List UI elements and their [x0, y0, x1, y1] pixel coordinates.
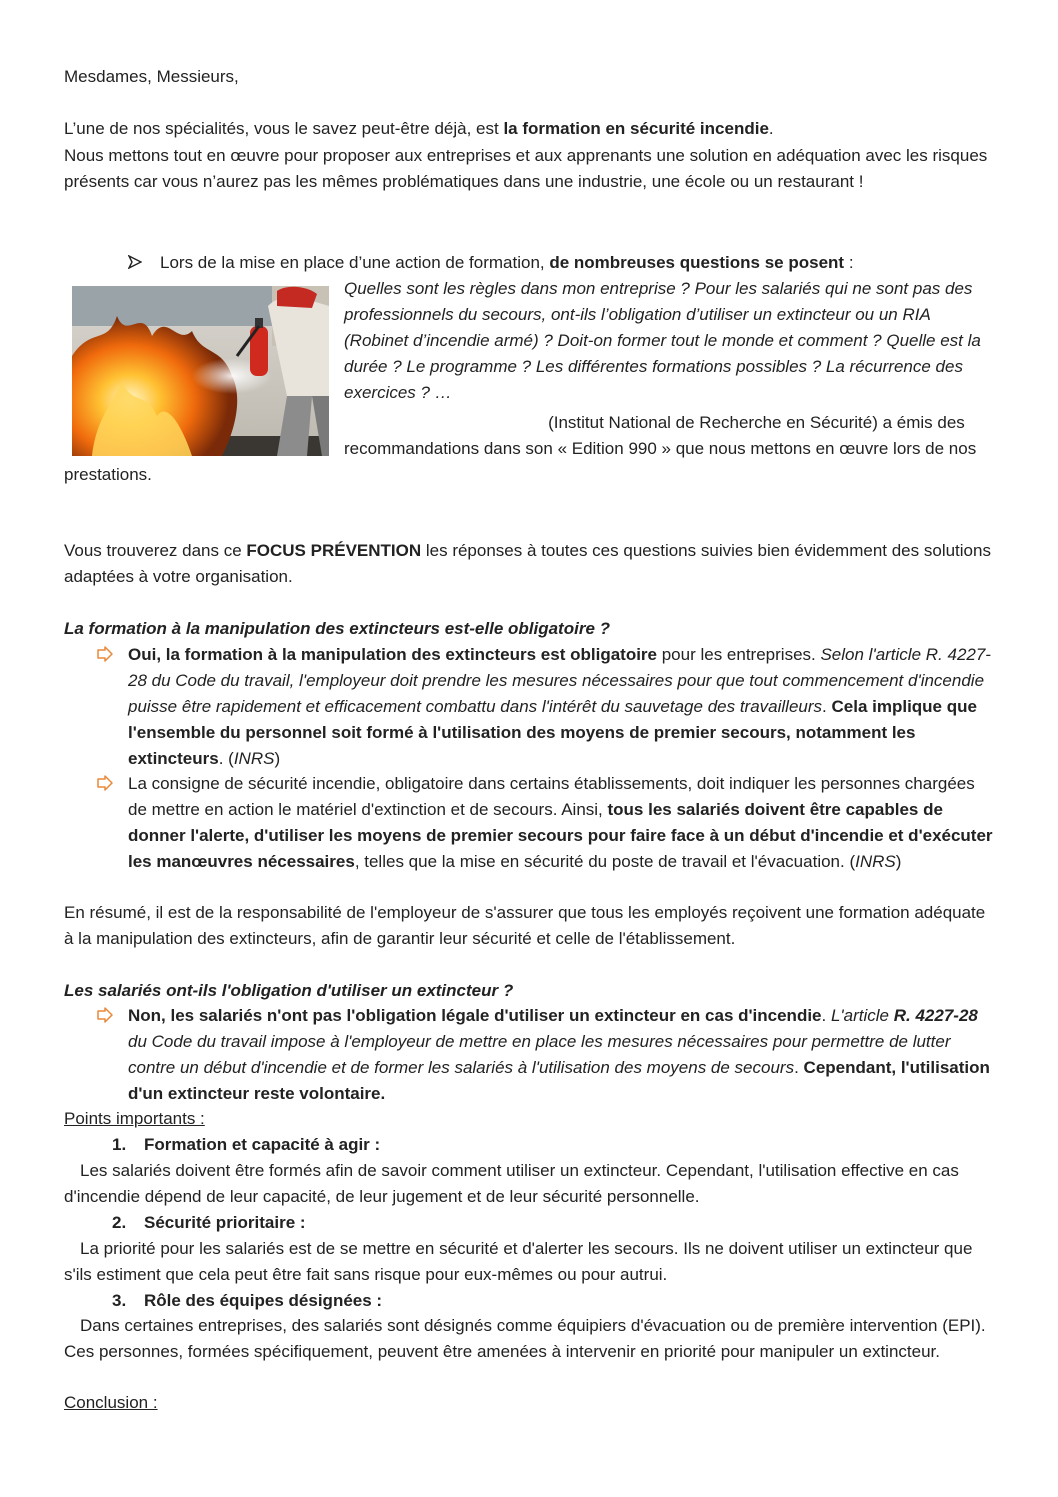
conclusion-title: Conclusion : [64, 1393, 158, 1412]
pointing-hand-bullet-icon [96, 774, 114, 792]
document-page: Mesdames, Messieurs, L’une de nos spécialités, vous le savez peut-être déjà, est la formation en sécurité incendie. Nous mettons tout en œuvre pour proposer aux entreprises et aux apprenants une solution en adéquation avec les risques présents car vous n’aurez pas les mêmes problématiques dans une industrie, une école ou un restaurant ! Lors de la mise en place d’une action de formation, de nombreuses questions se posent : Quelles sont les règles dans mon entreprise ? Pour les salariés qui ne sont pas des professionnels du secours, ont-ils l’obligation d’utiliser un extincteur ou un RIA (Robinet d’incendie armé) ? Doit-on former tout le monde et comment ? Quelle est la durée ? Le programme ? Les différentes formations possibles ? La récurrence des exercices ? … (Institut National de Recherche en Sécurité) a émis des recommandations dans son « Edition 990 » que nous mettons en œuvre lors de nos prestations. Vous trouverez dans ce FOCUS PRÉVENTION les réponses à toutes ces questions suivies bien évidemment des solutions adaptées à votre organisation. La formation à la manipulation des extincteurs est-elle obligatoire ? Oui, la formation à la manipulation des extincteurs est obligatoire pour les entreprises. Selon l'article R. 4227-28 du Code du travail, l'employeur doit prendre les mesures nécessaires pour que tout commencement d'incendie puisse être rapidement et efficacement combattu dans l'intérêt du sauvetage des travailleurs. Cela implique que l'ensemble du personnel soit formé à l'utilisation des moyens de premier secours, notamment les extincteurs. (INRS) La consigne de sécurité incendie, obligatoire dans certains établissements, doit indiquer les personnes chargées de mettre en action le matériel d'extinction et de secours. Ainsi, tous les salariés doivent être capables de donner l'alerte, d'utiliser les moyens de premier secours pour faire face à un début d'incendie et d'exécuter les manœuvres nécessaires, telles que la mise en sécurité du poste de travail et l'évacuation. (INRS) En résumé, il est de la responsabilité de l'employeur de s'assurer que tous les employés reçoivent une formation adéquate à la manipulation des extincteurs, afin de garantir leur sécurité et celle de l'établissement. Les salariés ont-ils l'obligation d'utiliser un extincteur ? Non, les salariés n'ont pas l'obligation légale d'utiliser un extincteur en cas d'incendie. L'article R. 4227-28 du Code du travail impose à l'employeur de mettre en place les mesures nécessaires pour permettre de lutter contre un début d'incendie et de former les salariés à l'utilisation des moyens de secours. Cependant, l'utilisation d'un extincteur reste volontaire. Points importants : 1. Formation et capacité à agir : Les salariés doivent être formés afin de savoir comment utiliser un extincteur. Cependant, l'utilisation effective en cas d'incendie dépend de leur capacité, de leur jugement et de leur sécurité personnelle. 2. Sécurité prioritaire : La priorité pour les salariés est de se mettre en sécurité et d'alerter les secours. Ils ne doivent utiliser un extincteur que s'ils estiment que cela peut être fait sans risque pour eux-mêmes ou pour autrui. 3. Rôle des équipes désignées : Dans certaines entreprises, des salariés sont désignés comme équipiers d'évacuation ou de première intervention (EPI). Ces personnes, formées spécifiquement, peuvent être amenées à intervenir en priorité pour manipuler un extincteur. Conclusion : [0, 0, 1058, 1497]
section1-summary: En résumé, il est de la responsabilité de l'employeur de s'assurer que tous les employés reçoivent une formation adéquate à la manipulation des extincteurs, afin de garantir leur sécurité et celle de l'établissement. [64, 903, 986, 948]
point-1-text: Les salariés doivent être formés afin de savoir comment utiliser un extincteur. Cependant, l'utilisation effective en cas d'incendie dépend de leur capacité, de leur jugement et de leur sécurité personnelle. [64, 1161, 959, 1206]
point-3-text: Dans certaines entreprises, des salariés sont désignés comme équipiers d'évacuation ou de première intervention (EPI). Ces personnes, formées spécifiquement, peuvent être amenées à intervenir en priorité pour manipuler un extincteur. [64, 1316, 986, 1361]
point-3-heading: 3. Rôle des équipes désignées : [112, 1291, 383, 1310]
point-1-heading: 1. Formation et capacité à agir : [112, 1135, 381, 1154]
intro-paragraph-1: L’une de nos spécialités, vous le savez peut-être déjà, est la formation en sécurité incendie. [64, 119, 774, 138]
focus-paragraph: Vous trouverez dans ce FOCUS PRÉVENTION les réponses à toutes ces questions suivies bien évidemment des solutions adaptées à votre organisation. [64, 541, 991, 586]
points-title: Points importants : [64, 1109, 205, 1128]
greeting: Mesdames, Messieurs, [64, 67, 239, 86]
section1-title: La formation à la manipulation des extincteurs est-elle obligatoire ? [64, 619, 611, 638]
point-2-text: La priorité pour les salariés est de se mettre en sécurité et d'alerter les secours. Ils ne doivent utiliser un extincteur que s'ils estiment que cela peut être fait sans risque pour eux-mêmes ou pour autrui. [64, 1239, 973, 1284]
intro-paragraph-2: Nous mettons tout en œuvre pour proposer aux entreprises et aux apprenants une solution en adéquation avec les risques présents car vous n’aurez pas les mêmes problématiques dans une industrie, une école ou un restaurant ! [64, 146, 988, 191]
point-2-heading: 2. Sécurité prioritaire : [112, 1213, 306, 1232]
inrs-paragraph: (Institut National de Recherche en Sécurité) a émis des recommandations dans son « Edition 990 » que nous mettons en œuvre lors de nos prestations. [64, 413, 977, 484]
questions-paragraph: Quelles sont les règles dans mon entreprise ? Pour les salariés qui ne sont pas des professionnels du secours, ont-ils l’obligation d’utiliser un extincteur ou un RIA (Robinet d’incendie armé) ? Doit-on former tout le monde et comment ? Quelle est la durée ? Le programme ? Les différentes formations possibles ? La récurrence des exercices ? … [344, 279, 981, 402]
pointing-hand-bullet-icon [96, 1006, 114, 1024]
section2-title: Les salariés ont-ils l'obligation d'utiliser un extincteur ? [64, 981, 514, 1000]
pointing-hand-bullet-icon [96, 645, 114, 663]
